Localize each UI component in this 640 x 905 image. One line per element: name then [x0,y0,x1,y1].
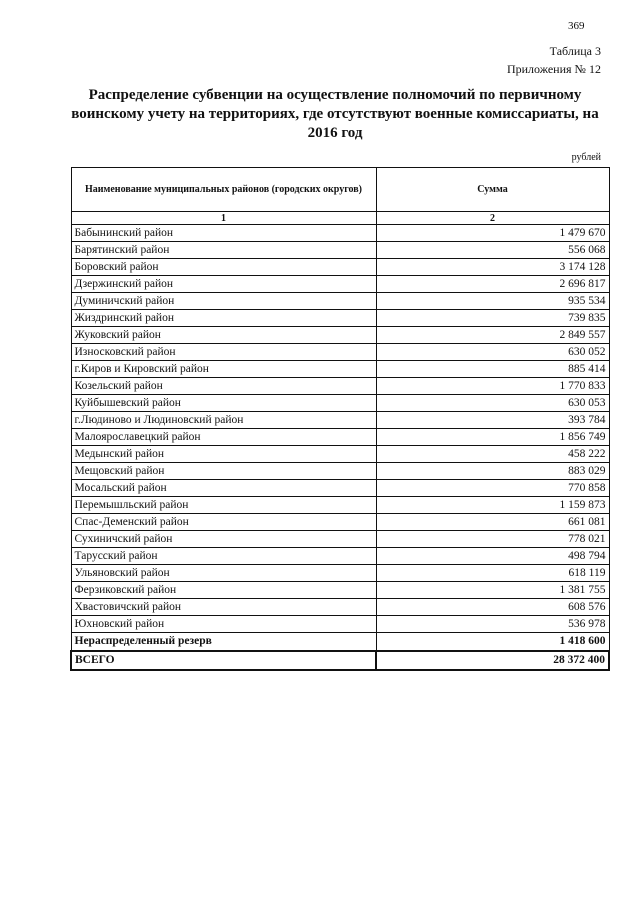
reserve-row [71,633,609,652]
table-row [71,378,609,395]
table-row [71,293,609,310]
header-amount: Сумма [376,168,609,212]
column-number-2: 2 [376,212,609,225]
district-name: г.Киров и Кировский район [71,361,376,378]
table-row [71,310,609,327]
amount: 1 479 670 [376,225,609,242]
table-row [71,616,609,633]
appendix-label: Приложения № 12 [506,62,601,76]
district-name: Барятинский район [71,242,376,259]
table-header-row [71,168,609,212]
amount: 618 119 [376,565,609,582]
district-name: Тарусский район [71,548,376,565]
district-name: Нераспределенный резерв [71,633,376,652]
column-number-row [71,212,609,225]
amount: 608 576 [376,599,609,616]
table-row [71,446,609,463]
column-number-1: 1 [71,212,376,225]
amount: 3 174 128 [376,259,609,276]
district-name: Дзержинский район [71,276,376,293]
table-row [71,497,609,514]
district-name: Спас-Деменский район [71,514,376,531]
subvention-table [70,167,610,671]
table-row [71,344,609,361]
amount: 498 794 [376,548,609,565]
amount: 630 052 [376,344,609,361]
amount: 536 978 [376,616,609,633]
units-label: рублей [571,152,601,163]
amount: 1 770 833 [376,378,609,395]
table-row [71,429,609,446]
table-row [71,582,609,599]
district-name: Хвастовичский район [71,599,376,616]
page-number: 369 [568,20,585,32]
district-name: Ферзиковский район [71,582,376,599]
table-label: Таблица 3 [549,44,601,58]
amount: 770 858 [376,480,609,497]
total-row [71,651,609,670]
table-row [71,276,609,293]
amount: 393 784 [376,412,609,429]
district-name: Боровский район [71,259,376,276]
amount: 458 222 [376,446,609,463]
district-name: Юхновский район [71,616,376,633]
district-name: Мосальский район [71,480,376,497]
table-row [71,514,609,531]
amount: 556 068 [376,242,609,259]
table-row [71,565,609,582]
amount: 739 835 [376,310,609,327]
district-name: Медынский район [71,446,376,463]
amount: 661 081 [376,514,609,531]
district-name: Износковский район [71,344,376,361]
district-name: Сухиничский район [71,531,376,548]
table-row [71,599,609,616]
district-name: Малоярославецкий район [71,429,376,446]
amount: 883 029 [376,463,609,480]
table-row [71,225,609,242]
amount: 28 372 400 [376,651,609,670]
table-row [71,531,609,548]
table-row [71,259,609,276]
amount: 630 053 [376,395,609,412]
district-name: Куйбышевский район [71,395,376,412]
district-name: Ульяновский район [71,565,376,582]
amount: 1 856 749 [376,429,609,446]
table-row [71,548,609,565]
table-row [71,361,609,378]
district-name: Козельский район [71,378,376,395]
table-row [71,480,609,497]
district-name: Думиничский район [71,293,376,310]
district-name: Перемышльский район [71,497,376,514]
amount: 1 381 755 [376,582,609,599]
district-name: Жуковский район [71,327,376,344]
amount: 2 696 817 [376,276,609,293]
district-name: Бабынинский район [71,225,376,242]
table-row [71,412,609,429]
amount: 885 414 [376,361,609,378]
district-name: Мещовский район [71,463,376,480]
district-name: г.Людиново и Людиновский район [71,412,376,429]
amount: 935 534 [376,293,609,310]
amount: 1 159 873 [376,497,609,514]
district-name: Жиздринский район [71,310,376,327]
document-title: Распределение субвенции на осуществление полномочий по первичному воинскому учету на территориях, где отсутствуют военные комиссариаты, на 2016 год [71,87,599,141]
amount: 778 021 [376,531,609,548]
table-row [71,463,609,480]
header-district-name: Наименование муниципальных районов (городских округов) [71,168,376,212]
table-row [71,327,609,344]
amount: 1 418 600 [376,633,609,652]
table-row [71,395,609,412]
amount: 2 849 557 [376,327,609,344]
table-row [71,242,609,259]
district-name: ВСЕГО [71,651,376,670]
